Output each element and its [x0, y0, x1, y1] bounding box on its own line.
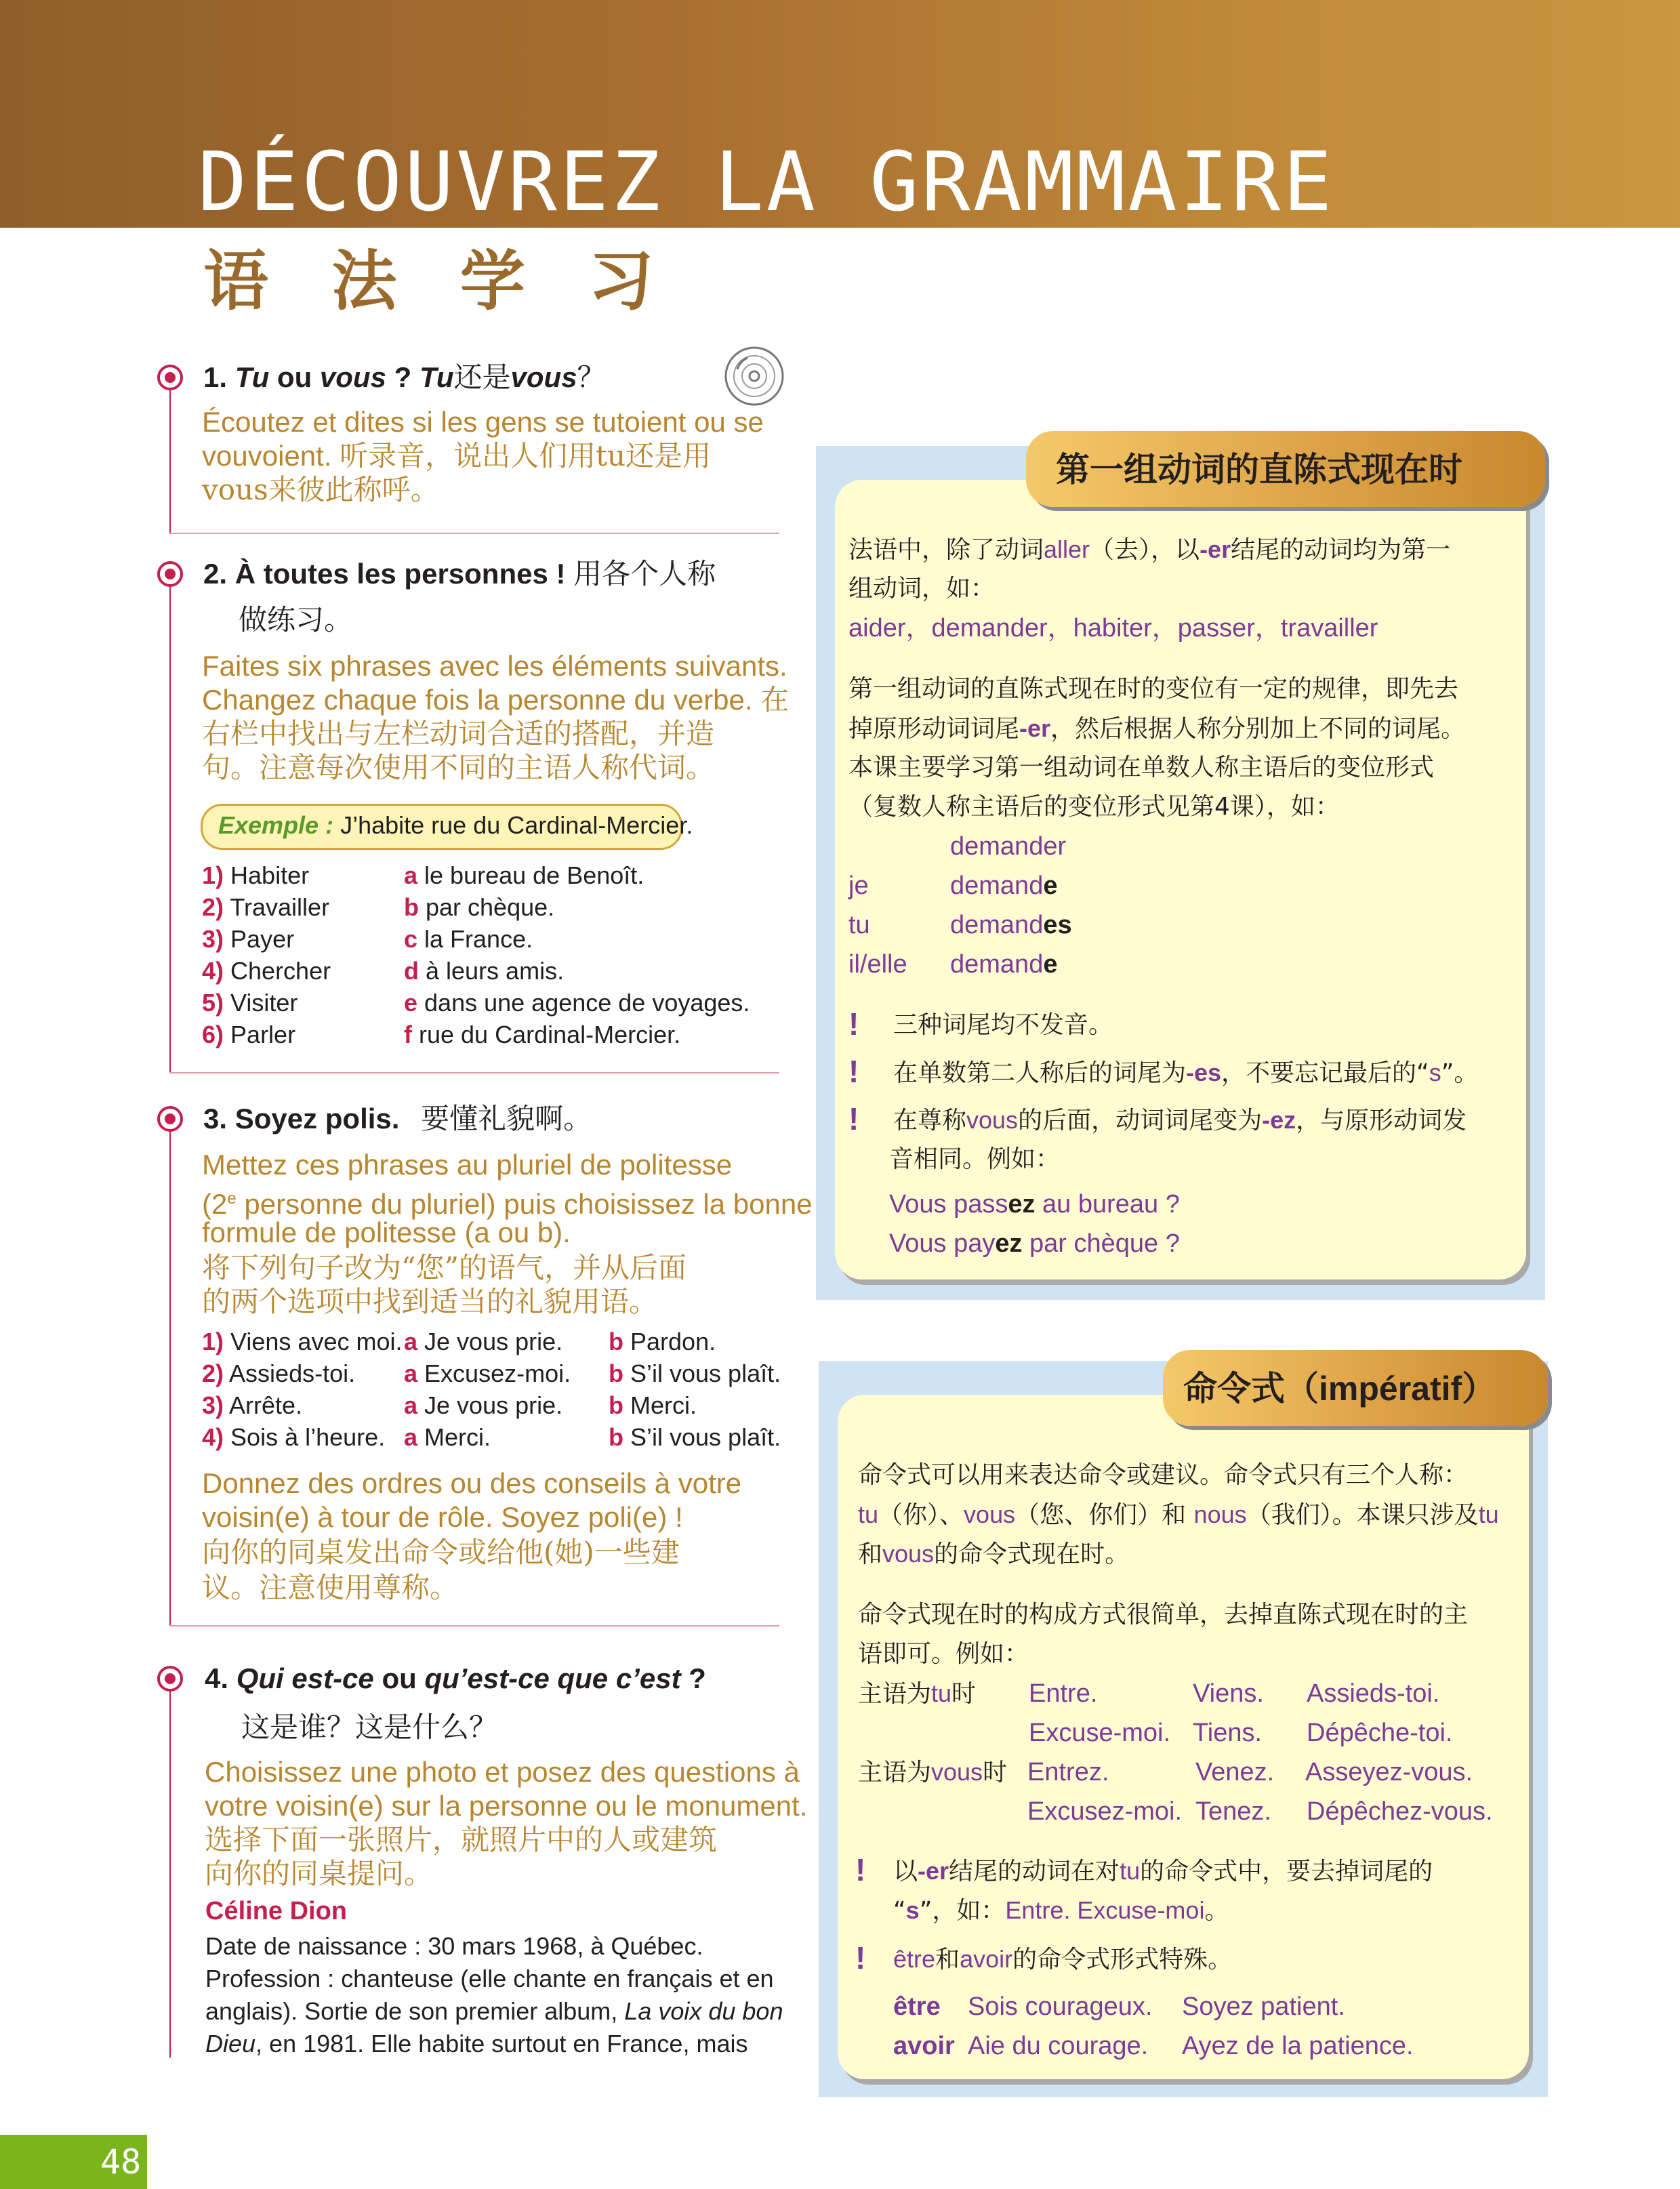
exercise-1-instruction-mixed: vouvoient. 听录音，说出人们用tu还是用: [202, 439, 712, 472]
exercise-4-title-cn: 这是谁？这是什么？: [241, 1711, 498, 1744]
box1-example-2: Vous payez par chèque ?: [889, 1229, 1180, 1258]
exercise-1-instruction-cn: vous来彼此称呼。: [202, 473, 439, 506]
list-item: b Merci.: [609, 1391, 697, 1419]
list-item: b S’il vous plaît.: [609, 1359, 781, 1387]
page-title: DÉCOUVREZ LA GRAMMAIRE: [198, 136, 1335, 230]
list-item: 2) Travailler: [202, 893, 330, 921]
list-item: a Je vous prie.: [404, 1328, 563, 1355]
box2-note-2: être和avoir的命令式形式特殊。: [893, 1945, 1233, 1973]
exercise-4-instruction-fr-1: Choisissez une photo et posez des questions à: [205, 1756, 800, 1788]
list-item: 3) Payer: [202, 925, 295, 953]
exercise-1-instruction-fr: Écoutez et dites si les gens se tutoient ou se: [202, 406, 764, 438]
list-item: d à leurs amis.: [404, 957, 565, 985]
box1-line-4: 第一组动词的直陈式现在时的变位有一定的规律，即先去: [848, 675, 1459, 703]
exercise-3-instruction-cn-4: 议。注意使用尊称。: [202, 1571, 459, 1604]
exercise-3-col-1: [202, 1326, 403, 1453]
exercise-2-instruction-cn-2: 句。注意每次使用不同的主语人称代词。: [202, 751, 715, 784]
grammar-tab-1-label: 第一组动词的直陈式现在时: [1056, 451, 1462, 489]
box2-note-1: 以-er结尾的动词在对tu的命令式中，要去掉词尾的: [893, 1857, 1433, 1885]
exercise-1-bullet-icon: [157, 365, 183, 390]
list-item: b S’il vous plaît.: [609, 1423, 781, 1451]
box1-pronoun-il-elle: il/elle: [848, 950, 907, 979]
box1-infinitive: demander: [950, 832, 1067, 861]
box1-pronoun-je: je: [848, 872, 869, 900]
box1-conj-il-elle: demande: [950, 950, 1058, 979]
etre-label: être: [893, 1992, 941, 2021]
exercise-2-instruction-cn-1: 右栏中找出与左栏动词合适的搭配，并造: [202, 717, 715, 750]
exercise-3-col-b: [609, 1326, 781, 1453]
box2-row-tu-label: 主语为tu时: [858, 1679, 977, 1708]
box2-note-1-cont: “s”，如：Entre. Excuse-moi。: [893, 1896, 1229, 1925]
warning-icon: !: [855, 1940, 866, 1976]
box1-example-1: Vous passez au bureau ?: [889, 1190, 1180, 1219]
celine-dion-name: Céline Dion: [205, 1897, 348, 1925]
exercise-3-instruction-cn-3: 向你的同桌发出命令或给他(她)一些建: [202, 1536, 680, 1569]
exercise-2-rule: [169, 584, 171, 1073]
list-item: a Excusez-moi.: [404, 1359, 571, 1387]
box1-pronoun-tu: tu: [848, 911, 870, 939]
celine-dion-bio: Date de naissance : 30 mars 1968, à Québec. Profession : chanteuse (elle chante en français et en anglais). Sortie de son premier album, La voix du bon Dieu, en 1981. Elle habite surtout en France, mais: [205, 1932, 783, 2058]
exercise-3-rule: [169, 1125, 171, 1627]
exercise-1-separator: [169, 533, 779, 534]
exercise-4-instruction-fr-2: votre voisin(e) sur la personne ou le monument.: [205, 1790, 808, 1822]
exercise-2-title: 2. À toutes les personnes ! 用各个人称: [203, 557, 716, 590]
exercise-3-instruction-fr-2: (2e personne du pluriel) puis choisissez la bonne: [202, 1188, 813, 1220]
list-item: 1) Viens avec moi.: [202, 1328, 403, 1355]
exercise-3-instruction-fr-4: Donnez des ordres ou des conseils à votre: [202, 1467, 742, 1499]
list-item: 3) Arrête.: [202, 1391, 303, 1419]
box1-line-5: 掉原形动词词尾-er，然后根据人称分别加上不同的词尾。: [848, 714, 1466, 743]
warning-icon: !: [848, 1006, 859, 1042]
avoir-example-2: Ayez de la patience.: [1182, 2032, 1414, 2060]
list-item: 2) Assieds-toi.: [202, 1359, 356, 1387]
list-item: 4) Chercher: [202, 957, 331, 985]
avoir-label: avoir: [893, 2032, 955, 2060]
box1-verb-examples: aider，demander，habiter，passer，travailler: [848, 614, 1378, 642]
list-item: b par chèque.: [404, 893, 555, 921]
box1-line-6: 本课主要学习第一组动词在单数人称主语后的变位形式: [848, 754, 1435, 781]
list-item: c la France.: [404, 925, 533, 953]
etre-example-1: Sois courageux.: [968, 1992, 1153, 2021]
imperative-tu-tiens: Tiens.: [1193, 1719, 1263, 1747]
list-item: a Je vous prie.: [404, 1391, 563, 1419]
exercise-2-instruction-fr-2: Changez chaque fois la personne du verbe. 在: [202, 683, 790, 716]
exercise-1-rule: [169, 380, 171, 534]
exercise-3-instruction-fr-5: voisin(e) à tour de rôle. Soyez poli(e) !: [202, 1501, 683, 1533]
imperative-vous-entrez: Entrez.: [1027, 1758, 1109, 1786]
page-number: 48: [100, 2142, 142, 2182]
box1-conj-tu: demandes: [950, 911, 1072, 939]
box2-line-4: 命令式现在时的构成方式很简单，去掉直陈式现在时的主: [858, 1601, 1469, 1629]
exercise-4-rule: [169, 1692, 171, 2058]
exercise-3-separator: [169, 1625, 779, 1627]
exercise-3-instruction-cn-2: 的两个选项中找到适当的礼貌用语。: [202, 1285, 658, 1318]
box2-line-3: 和vous的命令式现在时。: [858, 1540, 1130, 1568]
warning-icon: !: [848, 1054, 859, 1089]
avoir-example-1: Aie du courage.: [968, 2032, 1149, 2060]
box2-line-2: tu（你）、vous（您、你们）和 nous（我们）。本课只涉及tu: [858, 1500, 1499, 1529]
exercise-4-instruction-cn-1: 选择下面一张照片，就照片中的人或建筑: [205, 1823, 718, 1856]
example-text: Exemple : J’habite rue du Cardinal-Mercier.: [218, 811, 693, 839]
exercise-2-left-list: [202, 859, 331, 1050]
imperative-vous-venez: Venez.: [1195, 1758, 1275, 1786]
exercise-4-bullet-icon: [157, 1666, 183, 1692]
exercise-2-separator: [169, 1072, 779, 1073]
exercise-3-instruction-fr-3: formule de politesse (a ou b).: [202, 1216, 571, 1248]
list-item: 4) Sois à l’heure.: [202, 1423, 386, 1451]
list-item: 6) Parler: [202, 1021, 296, 1048]
etre-example-2: Soyez patient.: [1182, 1992, 1345, 2021]
box2-row-vous-label: 主语为vous时: [858, 1758, 1008, 1786]
imperative-vous-asseyez-vous: Asseyez-vous.: [1305, 1758, 1473, 1786]
grammar-tab-2-label: 命令式（impératif）: [1183, 1370, 1496, 1408]
exercise-3-instruction-fr-1: Mettez ces phrases au pluriel de politesse: [202, 1149, 733, 1181]
imperative-tu-excuse-moi: Excuse-moi.: [1029, 1719, 1171, 1747]
box1-note-3-cont: 音相同。例如：: [889, 1145, 1061, 1173]
box1-note-1: 三种词尾均不发音。: [893, 1011, 1113, 1039]
page-subtitle: 语 法 学 习: [203, 243, 674, 319]
warning-icon: !: [855, 1852, 866, 1887]
imperative-tu-depeche-toi: Dépêche-toi.: [1307, 1719, 1453, 1747]
exercise-3-instruction-cn-1: 将下列句子改为“您”的语气，并从后面: [202, 1251, 687, 1284]
exercise-2-bullet-icon: [157, 561, 183, 587]
list-item: e dans une agence de voyages.: [404, 989, 750, 1017]
list-item: 1) Habiter: [202, 861, 310, 889]
exercise-2-instruction-fr-1: Faites six phrases avec les éléments suivants.: [202, 650, 787, 682]
box1-line-2: 组动词，如：: [848, 575, 996, 602]
box1-line-7: （复数人称主语后的变位形式见第4课），如：: [848, 793, 1340, 821]
box1-note-2: 在单数第二人称后的词尾为-es，不要忘记最后的“s”。: [893, 1059, 1479, 1087]
box1-line-1: 法语中，除了动词aller（去），以-er结尾的动词均为第一: [848, 535, 1451, 564]
list-item: a Merci.: [404, 1423, 491, 1451]
exercise-1-title: 1. Tu ou vous ? Tu还是vous？: [203, 361, 606, 394]
imperative-vous-depechez-vous: Dépêchez-vous.: [1307, 1797, 1493, 1826]
imperative-tu-assieds-toi: Assieds-toi.: [1307, 1679, 1440, 1708]
exercise-3-col-a: [404, 1326, 571, 1453]
exercise-2-title-cn: 做练习。: [239, 603, 353, 636]
imperative-vous-excusez-moi: Excusez-moi.: [1027, 1797, 1183, 1826]
imperative-vous-tenez: Tenez.: [1195, 1797, 1271, 1826]
list-item: f rue du Cardinal-Mercier.: [404, 1021, 681, 1048]
list-item: a le bureau de Benoît.: [404, 861, 644, 889]
exercise-4-title: 4. Qui est-ce ou qu’est-ce que c’est ?: [205, 1662, 706, 1694]
exercise-3-title: 3. Soyez polis. 要懂礼貌啊。: [203, 1102, 592, 1135]
box1-note-3: 在尊称vous的后面，动词词尾变为-ez，与原形动词发: [893, 1106, 1467, 1134]
box2-line-5: 语即可。例如：: [858, 1640, 1029, 1668]
imperative-tu-viens: Viens.: [1193, 1679, 1264, 1708]
list-item: b Pardon.: [609, 1328, 716, 1355]
imperative-tu-entre: Entre.: [1029, 1679, 1098, 1708]
exercise-2-right-list: [404, 859, 750, 1050]
warning-icon: !: [848, 1101, 859, 1137]
exercise-3-bullet-icon: [157, 1106, 183, 1132]
box1-conj-je: demande: [950, 872, 1058, 900]
cd-icon[interactable]: [724, 346, 785, 407]
box2-line-1: 命令式可以用来表达命令或建议。命令式只有三个人称：: [858, 1461, 1469, 1489]
list-item: 5) Visiter: [202, 989, 298, 1017]
exercise-4-instruction-cn-2: 向你的同桌提问。: [205, 1857, 433, 1890]
